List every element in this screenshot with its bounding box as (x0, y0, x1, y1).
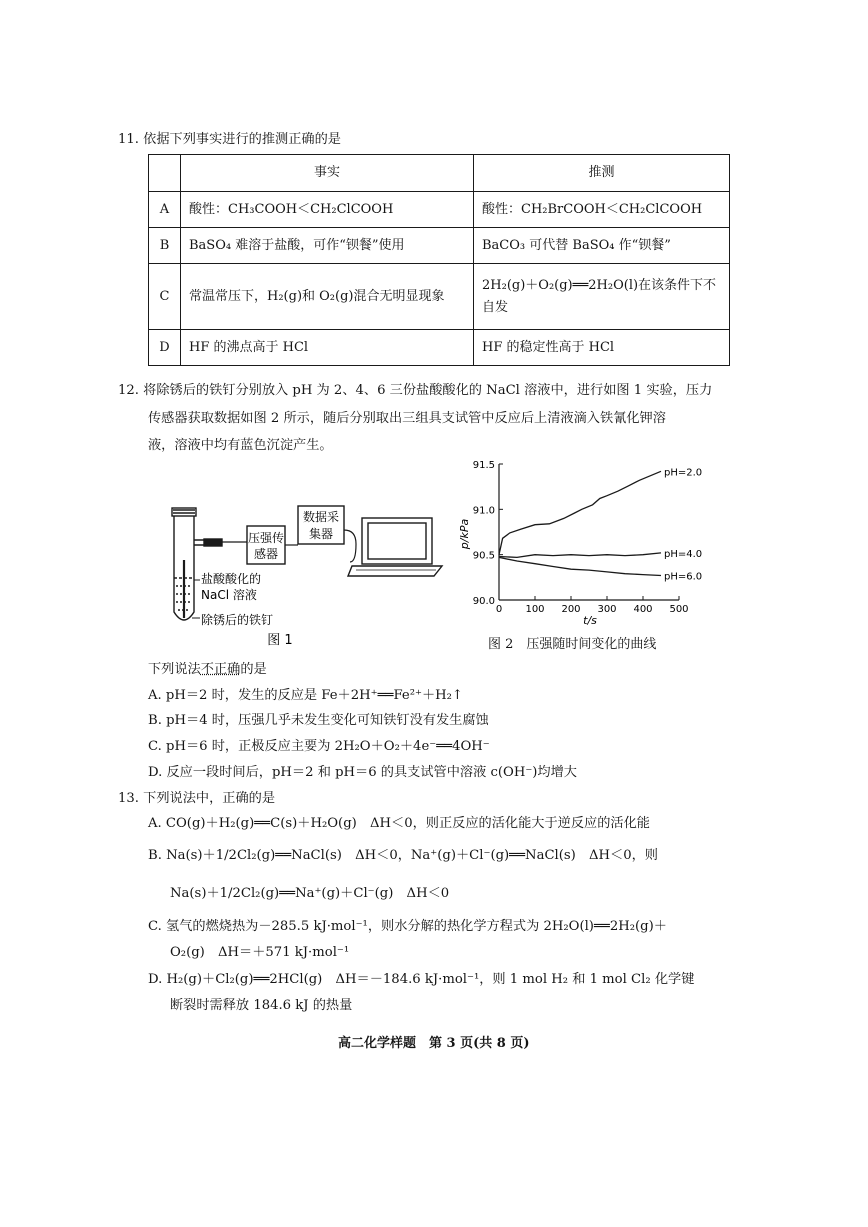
y-tick-label: 90.0 (472, 596, 495, 607)
solution-label-2: NaCl 溶液 (201, 588, 257, 602)
x-tick-label: 400 (633, 604, 653, 615)
figure-1-apparatus (160, 500, 450, 660)
series-line-pH=2.0 (499, 471, 661, 554)
question-suffix: 的是 (240, 662, 267, 677)
q12-stem-line2: 传感器获取数据如图 2 所示，随后分别取出三组具支试管中反应后上清液滴入铁氰化钾溶 (148, 411, 666, 426)
q13-option-b-line1: B. Na(s)＋1/2Cl₂(g)══NaCl(s) ΔH＜0，Na⁺(g)＋Cl⁻(g)══NaCl(s) ΔH＜0，则 (148, 848, 658, 863)
y-tick-label: 91.0 (472, 505, 495, 517)
chart-axes (499, 464, 679, 600)
x-tick-label: 500 (669, 604, 689, 615)
figure-1-caption: 图 1 (267, 633, 293, 648)
fact-cell: HF 的沸点高于 HCl (181, 330, 474, 366)
y-axis-label: p/kPa (458, 518, 471, 550)
inference-cell: BaCO₃ 可代替 BaSO₄ 作“钡餐” (474, 228, 730, 264)
chart-ticks (473, 460, 689, 615)
q13-option-b-line2: Na(s)＋1/2Cl₂(g)══Na⁺(g)＋Cl⁻(g) ΔH＜0 (170, 886, 450, 901)
row-label: B (149, 228, 181, 264)
q13-option-c-line1: C. 氢气的燃烧热为－285.5 kJ·mol⁻¹，则水分解的热化学方程式为 2H₂O(l)══2H₂(g)＋ (148, 919, 667, 934)
fact-cell: 常温常压下，H₂(g)和 O₂(g)混合无明显现象 (181, 264, 474, 330)
fact-cell: 酸性：CH₃COOH＜CH₂ClCOOH (181, 192, 474, 228)
q12-option-a: A. pH＝2 时，发生的反应是 Fe＋2H⁺══Fe²⁺＋H₂↑ (148, 688, 463, 703)
x-tick-label: 0 (495, 604, 503, 615)
row-label: D (149, 330, 181, 366)
series-label: pH=6.0 (664, 571, 703, 583)
chart-lines (499, 471, 661, 575)
y-tick-label: 90.5 (472, 550, 495, 562)
x-tick-label: 100 (525, 604, 545, 615)
q13-stem: 13. 下列说法中，正确的是 (118, 791, 276, 806)
inference-cell: HF 的稳定性高于 HCl (474, 330, 730, 366)
x-tick-label: 200 (561, 604, 581, 615)
q13-option-d-line2: 断裂时需释放 184.6 kJ 的热量 (170, 998, 353, 1013)
y-tick-label: 91.5 (472, 460, 495, 471)
series-line-pH=4.0 (499, 553, 661, 558)
chart-series-labels (664, 467, 702, 582)
q12-question (148, 658, 267, 677)
q13-option-a: A. CO(g)＋H₂(g)══C(s)＋H₂O(g) ΔH＜0，则正反应的活化能大于逆反应的活化能 (148, 816, 650, 831)
q13-option-c-line2: O₂(g) ΔH＝＋571 kJ·mol⁻¹ (170, 945, 350, 960)
header-inference: 推测 (474, 155, 730, 192)
figure-2-caption: 图 2 压强随时间变化的曲线 (488, 637, 657, 652)
nail-label: 除锈后的铁钉 (201, 613, 274, 627)
solution-label-1: 盐酸酸化的 (201, 572, 262, 586)
inference-cell: 2H₂(g)＋O₂(g)══2H₂O(l)在该条件下不自发 (474, 264, 730, 330)
row-label: A (149, 192, 181, 228)
q12-option-b: B. pH＝4 时，压强几乎未发生变化可知铁钉没有发生腐蚀 (148, 713, 489, 728)
q12-option-d: D. 反应一段时间后，pH＝2 和 pH＝6 的具支试管中溶液 c(OH⁻)均增大 (148, 765, 577, 780)
sensor-label-1: 压强传 (247, 531, 285, 545)
series-label: pH=4.0 (664, 548, 703, 560)
laptop-icon (348, 518, 442, 576)
x-tick-label: 300 (597, 604, 617, 615)
series-label: pH=2.0 (664, 467, 703, 479)
table-corner (149, 155, 181, 192)
row-label: C (149, 264, 181, 330)
collector-label-2: 集器 (308, 527, 334, 541)
q11-stem: 11. 依据下列事实进行的推测正确的是 (118, 132, 341, 147)
test-tube-icon (172, 508, 222, 620)
q13-option-d-line1: D. H₂(g)＋Cl₂(g)══2HCl(g) ΔH＝－184.6 kJ·mol⁻¹，则 1 mol H₂ 和 1 mol Cl₂ 化学键 (148, 972, 695, 987)
page-footer: 高二化学样题 第 3 页(共 8 页) (338, 1036, 530, 1051)
q12-stem-line1: 12. 将除锈后的铁钉分别放入 pH 为 2、4、6 三份盐酸酸化的 NaCl 溶液中，进行如图 1 实验，压力 (118, 383, 713, 398)
header-fact: 事实 (181, 155, 474, 192)
inference-cell: 酸性：CH₂BrCOOH＜CH₂ClCOOH (474, 192, 730, 228)
fact-cell: BaSO₄ 难溶于盐酸，可作“钡餐”使用 (181, 228, 474, 264)
question-emphasis: 不正确 (200, 662, 241, 677)
x-axis-label: t/s (583, 614, 597, 627)
collector-cable (344, 530, 356, 562)
series-line-pH=6.0 (499, 557, 661, 575)
sensor-label-2: 感器 (253, 547, 279, 561)
q12-option-c: C. pH＝6 时，正极反应主要为 2H₂O＋O₂＋4e⁻══4OH⁻ (148, 739, 490, 754)
q12-stem-line3: 液，溶液中均有蓝色沉淀产生。 (148, 438, 333, 453)
q11-table (148, 154, 730, 366)
figure-2-chart (450, 452, 740, 652)
collector-label-1: 数据采 (302, 510, 340, 524)
question-prefix: 下列说法 (148, 662, 201, 677)
